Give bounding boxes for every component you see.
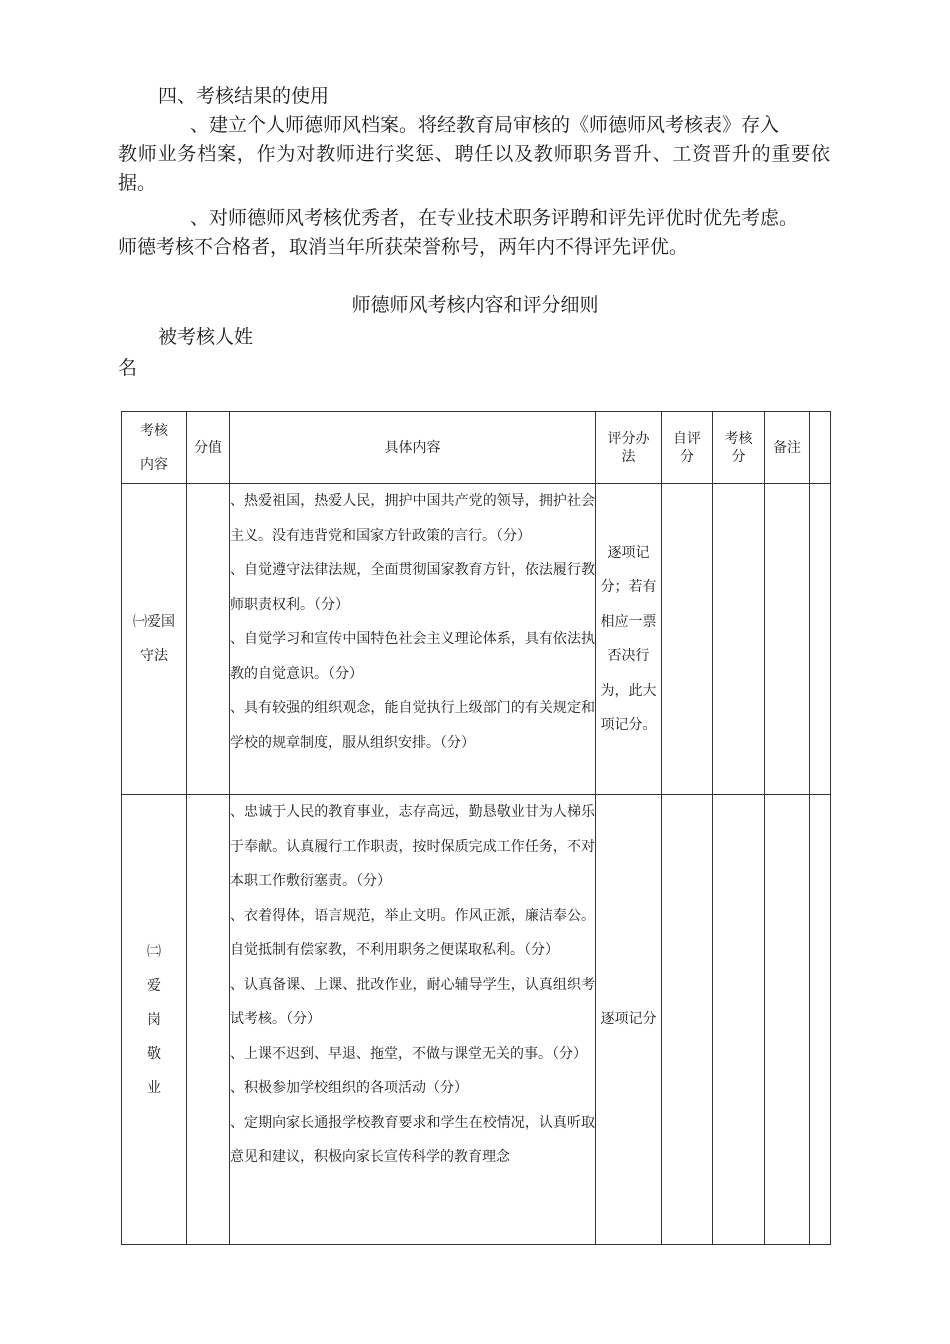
form-title: 师德师风考核内容和评分细则 — [351, 294, 599, 316]
paragraph-priority — [118, 204, 830, 262]
header-score: 分值 — [187, 412, 230, 484]
category-line2: 爱 — [147, 977, 161, 994]
header-method-line2: 法 — [621, 448, 636, 465]
header-category — [122, 412, 187, 484]
score-cell — [187, 484, 230, 795]
blank-cell — [810, 795, 831, 1245]
content-item: 、积极参加学校组织的各项活动（分） — [230, 1080, 468, 1096]
remark-input[interactable] — [765, 795, 810, 1245]
paragraph-priority-line1: 、对师德师风考核优秀者，在专业技术职务评聘和评先评优时优先考虑。 — [190, 207, 799, 229]
name-label-part1: 被考核人姓 — [158, 326, 254, 348]
content-item: 、自觉遵守法律法规，全面贯彻国家教育方针，依法履行教师职责权利。（分） — [230, 562, 595, 613]
category-line5: 业 — [147, 1079, 161, 1096]
content-item: 、具有较强的组织观念，能自觉执行上级部门的有关规定和学校的规章制度，服从组织安排。（分） — [230, 700, 595, 751]
category-line2: 守法 — [140, 648, 168, 664]
method-cell: 逐项记分 — [596, 795, 662, 1245]
header-blank — [810, 412, 831, 484]
header-category-line2: 内容 — [140, 456, 168, 473]
category-cell — [122, 484, 187, 795]
header-method — [596, 412, 662, 484]
self-score-input[interactable] — [662, 795, 713, 1245]
table-header-row — [122, 412, 831, 484]
content-cell — [230, 795, 596, 1245]
header-method-line1: 评分办 — [607, 430, 650, 447]
content-item: 、衣着得体，语言规范，举止文明。作风正派，廉洁奉公。自觉抵制有偿家教，不利用职务之便谋取私利。（分） — [230, 907, 595, 958]
header-self-line1: 自评 — [673, 430, 701, 447]
paragraph-archive-line1: 、建立个人师德师风档案。将经教育局审核的《师德师风考核表》存入 — [190, 114, 780, 136]
content-item: 、上课不迟到、早退、拖堂，不做与课堂无关的事。（分） — [230, 1045, 587, 1062]
header-assess-line2: 分 — [731, 448, 746, 465]
table-row — [122, 484, 831, 795]
content-item: 、定期向家长通报学校教育要求和学生在校情况，认真听取意见和建议，积极向家长宣传科学的教育理念 — [230, 1114, 595, 1165]
assess-score-input[interactable] — [713, 484, 765, 795]
header-self-line2: 分 — [680, 448, 694, 465]
table-row — [122, 795, 831, 1245]
header-assess-score — [713, 412, 765, 484]
header-self-score — [662, 412, 713, 484]
category-line1: ㈡ — [147, 943, 161, 960]
header-assess-line1: 考核 — [724, 430, 753, 447]
assessment-table — [121, 411, 831, 1245]
header-category-line1: 考核 — [140, 422, 168, 439]
header-remark: 备注 — [765, 412, 810, 484]
category-line1: ㈠爱国 — [133, 614, 175, 630]
assess-score-input[interactable] — [713, 795, 765, 1245]
paragraph-priority-rest: 师德考核不合格者，取消当年所获荣誉称号，两年内不得评先评优。 — [118, 236, 689, 258]
section-heading: 四、考核结果的使用 — [158, 85, 330, 107]
self-score-input[interactable] — [662, 484, 713, 795]
paragraph-archive — [118, 111, 830, 198]
content-item: 、自觉学习和宣传中国特色社会主义理论体系，具有依法执教的自觉意识。（分） — [230, 631, 595, 682]
remark-input[interactable] — [765, 484, 810, 795]
content-cell — [230, 484, 596, 795]
category-line3: 岗 — [147, 1011, 161, 1028]
content-item: 、热爱祖国，热爱人民，拥护中国共产党的领导，拥护社会主义。没有违背党和国家方针政策的言行。（分） — [230, 493, 595, 544]
category-cell — [122, 795, 187, 1245]
blank-cell — [810, 484, 831, 795]
method-cell: 逐项记分；若有相应一票否决行为，此大项记分。 — [596, 484, 662, 795]
header-content: 具体内容 — [230, 412, 596, 484]
content-item: 、忠诚于人民的教育事业，志存高远，勤恳敬业甘为人梯乐于奉献。认真履行工作职责，按时保质完成工作任务，不对本职工作敷衍塞责。（分） — [230, 804, 595, 889]
score-cell — [187, 795, 230, 1245]
category-line4: 敬 — [147, 1045, 161, 1062]
paragraph-archive-rest: 教师业务档案，作为对教师进行奖惩、聘任以及教师职务晋升、工资晋升的重要依据。 — [118, 143, 830, 194]
content-item: 、认真备课、上课、批改作业，耐心辅导学生，认真组织考试考核。（分） — [230, 976, 595, 1027]
name-label-part2: 名 — [118, 357, 138, 379]
